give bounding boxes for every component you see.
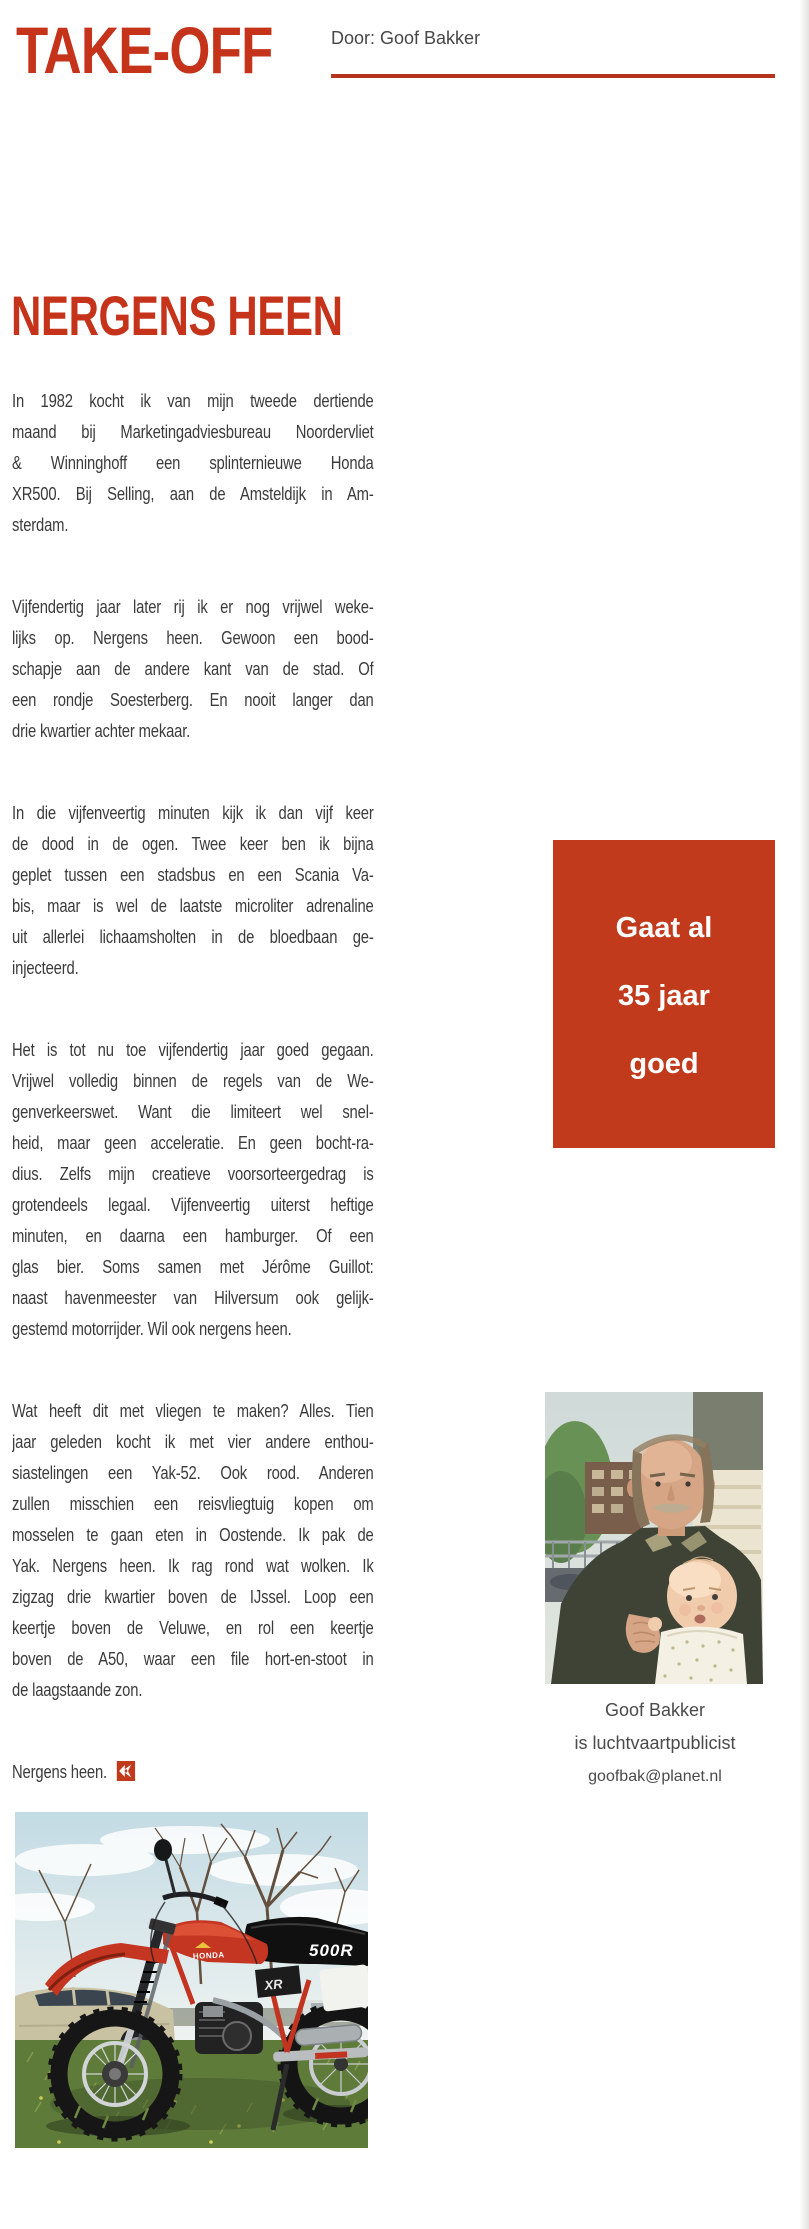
- pull-quote-line: goed: [629, 1048, 699, 1080]
- bike-tank-label: HONDA: [192, 1950, 225, 1961]
- text-line: maand bij Marketingadviesbureau Noordervliet: [12, 421, 374, 442]
- bike-panel-label: XR: [263, 1976, 284, 1993]
- paragraph: [12, 385, 374, 540]
- text-line: schapje aan de andere kant van de stad. Of: [12, 658, 374, 679]
- closing-line: [12, 1756, 374, 1787]
- author-photo: [545, 1392, 763, 1684]
- text-line: XR500. Bij Selling, aan de Amsteldijk in Am-: [12, 483, 374, 504]
- text-line: zullen misschien een reisvliegtuig kopen om: [12, 1493, 374, 1514]
- author-name: Goof Bakker: [604, 1700, 706, 1720]
- text-line: & Winninghoff een splinternieuwe Honda: [12, 452, 374, 473]
- text-line: mosselen te gaan eten in Oostende. Ik pak de: [12, 1524, 374, 1545]
- text-line: Wat heeft dit met vliegen te maken? Alles. Tien: [12, 1400, 374, 1421]
- author-role: is luchtvaartpublicist: [574, 1733, 736, 1753]
- text-line: minuten, en daarna een hamburger. Of een: [12, 1225, 374, 1246]
- text-line: grotendeels legaal. Vijfenveertig uiterst heftige: [12, 1194, 374, 1215]
- author-email: goofbak@planet.nl: [588, 1768, 722, 1785]
- text-line: Vijfendertig jaar later rij ik er nog vrijwel weke-: [12, 596, 374, 617]
- text-line: sterdam.: [12, 514, 69, 535]
- text-line: In 1982 kocht ik van mijn tweede dertiende: [12, 390, 374, 411]
- text-line: genverkeerswet. Want die limiteert wel snel-: [12, 1101, 374, 1122]
- text-line: Het is tot nu toe vijfendertig jaar goed gegaan.: [12, 1039, 374, 1060]
- article-headline: NERGENS HEEN: [11, 284, 343, 347]
- byline: Door: Goof Bakker: [331, 28, 481, 48]
- text-line: siastelingen een Yak-52. Ook rood. Anderen: [12, 1462, 374, 1483]
- page-edge-shadow: [799, 0, 809, 2229]
- pull-quote-line: Gaat al: [615, 912, 713, 944]
- text-line: geplet tussen een stadsbus en een Scania Va-: [12, 864, 374, 885]
- text-line: In die vijfenveertig minuten kijk ik dan vijf keer: [12, 802, 374, 823]
- text-line: gestemd motorrijder. Wil ook nergens heen.: [12, 1318, 292, 1339]
- text-line: Yak. Nergens heen. Ik rag rond wat wolken. Ik: [12, 1555, 374, 1576]
- text-line: drie kwartier achter mekaar.: [12, 720, 191, 741]
- paragraph: [12, 1034, 374, 1344]
- text-line: een rondje Soesterberg. En nooit langer dan: [12, 689, 374, 710]
- text-line: uit allerlei lichaamsholten in de bloedbaan ge-: [12, 926, 374, 947]
- paragraph: [12, 591, 374, 746]
- paragraph: [12, 1395, 374, 1705]
- end-of-article-icon: [115, 1761, 135, 1781]
- text-line: zigzag drie kwartier boven de IJssel. Loop een: [12, 1586, 374, 1607]
- text-line: keertje boven de Veluwe, en rol een keertje: [12, 1617, 374, 1638]
- text-line: de dood in de ogen. Twee keer ben ik bijna: [12, 833, 374, 854]
- author-caption: [530, 1694, 780, 1793]
- text-line: bis, maar is wel de laatste microliter adrenaline: [12, 895, 374, 916]
- text-line: dius. Zelfs mijn creatieve voorsorteergedrag is: [12, 1163, 374, 1184]
- byline-rule: [331, 74, 775, 78]
- text-line: heid, maar geen acceleratie. En geen bocht-ra-: [12, 1132, 374, 1153]
- text-line: boven de A50, waar een file hort-en-stoot in: [12, 1648, 374, 1669]
- text-line: naast havenmeester van Hilversum ook gelijk-: [12, 1287, 374, 1308]
- pull-quote-box: [553, 840, 775, 1148]
- article-body: [12, 385, 374, 1787]
- text-line: glas bier. Soms samen met Jérôme Guillot:: [12, 1256, 374, 1277]
- text-line: de laagstaande zon.: [12, 1679, 143, 1700]
- pull-quote-line: 35 jaar: [618, 980, 710, 1012]
- text-line: injecteerd.: [12, 957, 79, 978]
- magazine-section-title: TAKE-OFF: [16, 13, 273, 87]
- text-line: jaar geleden kocht ik met vier andere enthou-: [12, 1431, 374, 1452]
- bike-seat-label: 500R: [309, 1941, 354, 1960]
- motorcycle-photo: [15, 1812, 368, 2148]
- closing-text: Nergens heen.: [12, 1761, 108, 1782]
- text-line: Vrijwel volledig binnen de regels van de We-: [12, 1070, 374, 1091]
- paragraph: [12, 797, 374, 983]
- text-line: lijks op. Nergens heen. Gewoon een bood-: [12, 627, 374, 648]
